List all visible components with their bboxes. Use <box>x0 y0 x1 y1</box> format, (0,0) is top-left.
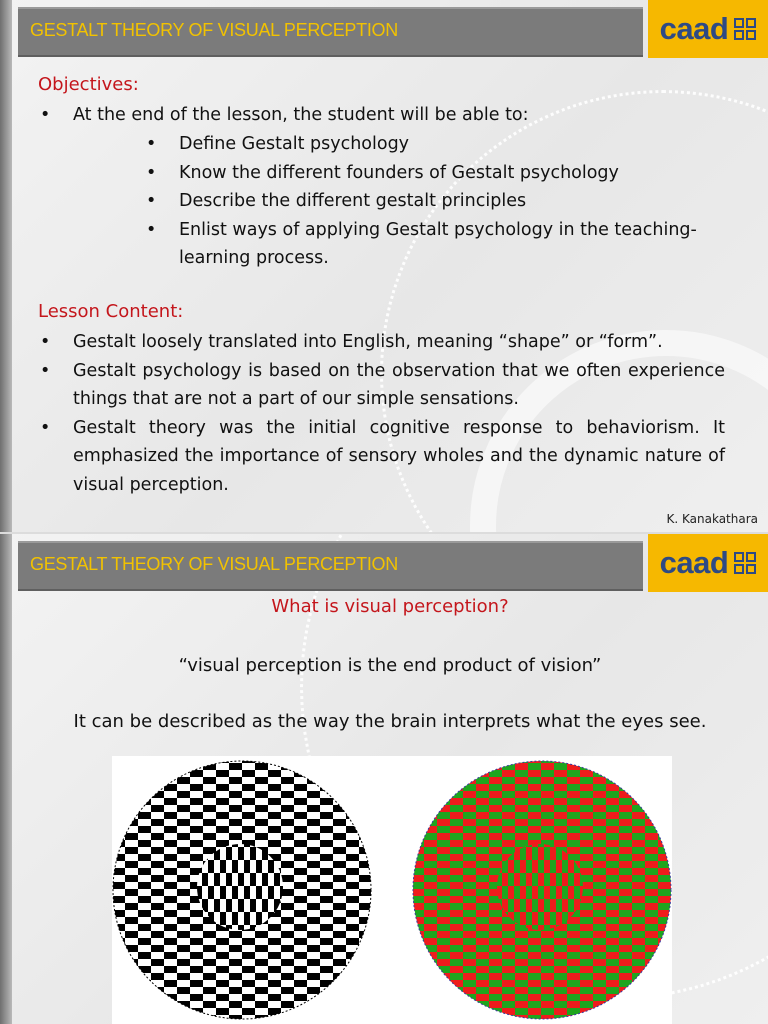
black-white-illusion-disc <box>113 761 371 1019</box>
objective-item: • Know the different founders of Gestalt psychology <box>144 159 704 188</box>
slide-title: GESTALT THEORY OF VISUAL PERCEPTION <box>30 20 398 40</box>
content-item: • Gestalt psychology is based on the observation that we often experience things that are not a part of our simple sensations. <box>38 357 725 414</box>
grid-icon <box>734 552 756 574</box>
description-text: It can be described as the way the brain interprets what the eyes see. <box>73 711 707 732</box>
question-heading: What is visual perception? <box>271 596 509 617</box>
content-item: • Gestalt loosely translated into English, meaning “shape” or “form”. <box>38 328 725 357</box>
illusion-svg <box>112 756 672 1024</box>
content-item: • Gestalt theory was the initial cognitive response to behaviorism. It emphasized the importance of sensory wholes and the dynamic nature of visual perception. <box>38 414 725 500</box>
slide-header <box>18 7 643 57</box>
objectives-list <box>144 130 704 273</box>
slide-left-bar <box>0 534 12 1024</box>
grid-icon <box>734 18 756 40</box>
caad-logo <box>648 0 768 58</box>
objectives-intro-list <box>38 101 728 130</box>
objective-item: • Describe the different gestalt principles <box>144 187 704 216</box>
slide-left-bar <box>0 0 12 532</box>
lesson-content-heading: Lesson Content: <box>38 301 184 322</box>
red-green-illusion-disc <box>413 761 671 1019</box>
objective-item: • Define Gestalt psychology <box>144 130 704 159</box>
objectives-heading: Objectives: <box>38 74 139 95</box>
logo-text: caad <box>659 11 729 46</box>
objective-item: • Enlist ways of applying Gestalt psychology in the teaching-learning process. <box>144 216 704 273</box>
objectives-intro: • At the end of the lesson, the student will be able to: <box>38 101 728 130</box>
slide-visual-perception <box>0 534 768 1024</box>
caad-logo <box>648 534 768 592</box>
optical-illusion-image <box>112 756 672 1024</box>
quote-text: “visual perception is the end product of vision” <box>178 655 602 676</box>
logo-text: caad <box>659 545 729 580</box>
lesson-content-list <box>38 328 725 499</box>
slide-header <box>18 541 643 591</box>
author-credit: K. Kanakathara <box>666 512 758 526</box>
slide-title: GESTALT THEORY OF VISUAL PERCEPTION <box>30 554 398 574</box>
